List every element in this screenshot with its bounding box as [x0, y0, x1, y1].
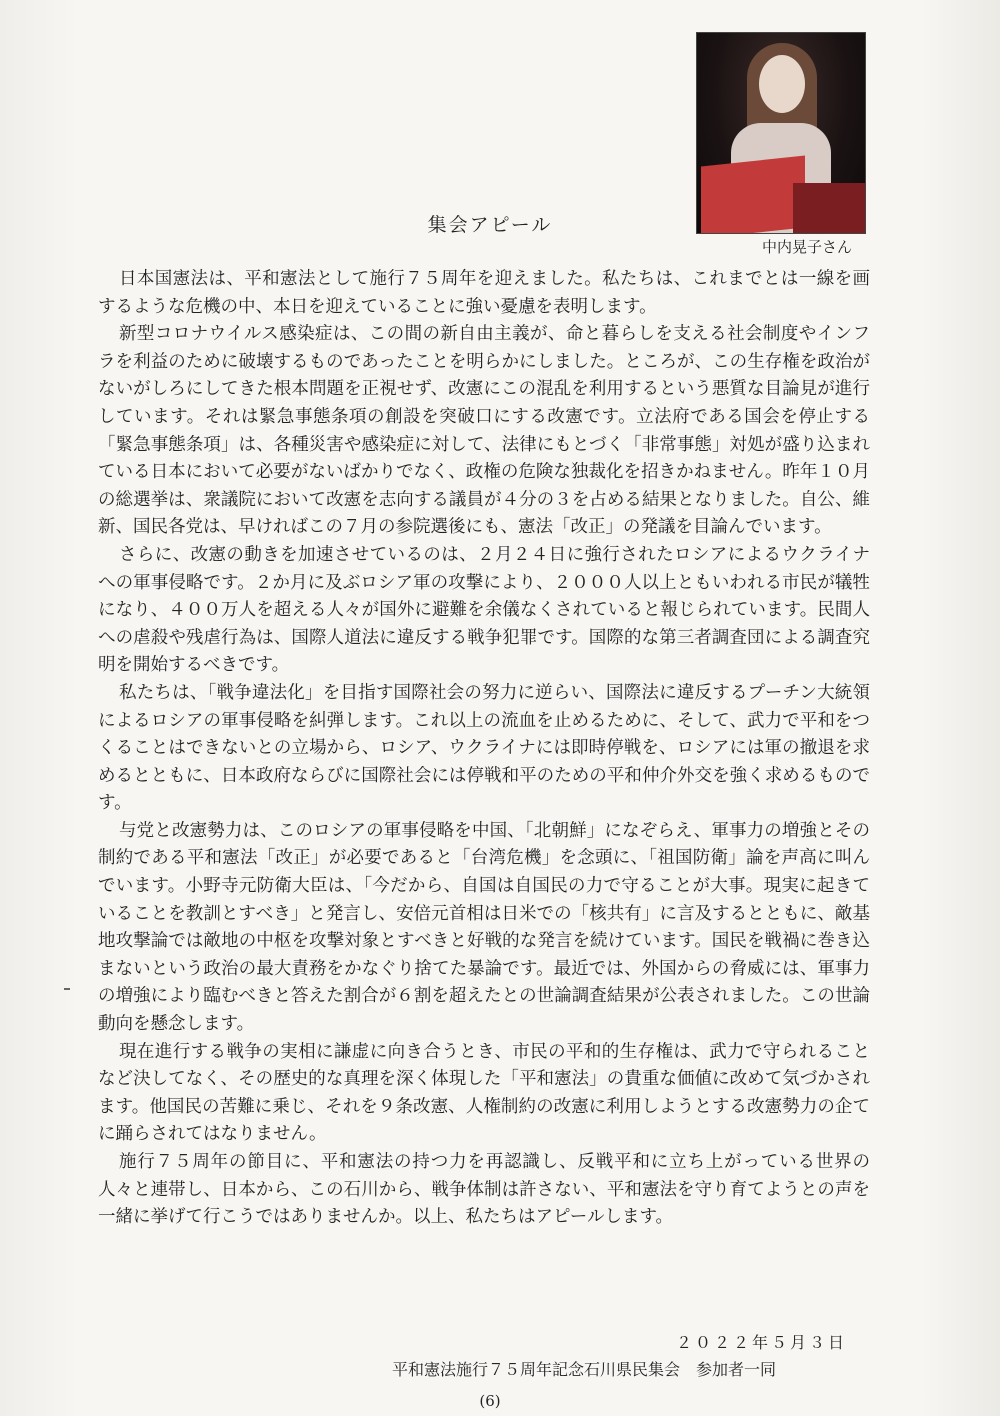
photo-caption: 中内晃子さん: [762, 238, 853, 256]
page-title: 集会アピール: [427, 214, 553, 236]
margin-mark: [64, 988, 70, 990]
paragraph: 現在進行する戦争の実相に謙虚に向き合うとき、市民の平和的生存権は、武力で守られることなど決してなく、その歴史的な真理を深く体現した「平和憲法」の貴重な価値に改めて気づかされます。他国民の苦難に乗じ、それを９条改憲、人権制約の改憲に利用しようとする改憲勢力の企てに踊らされてはなりません。: [98, 1041, 870, 1145]
paragraph: 私たちは、「戦争違法化」を目指す国際社会の努力に逆らい、国際法に違反するプーチン大統領によるロシアの軍事侵略を糾弾します。これ以上の流血を止めるために、そして、武力で平和をつくることはできないとの立場から、ロシア、ウクライナには即時停戦を、ロシアには軍の撤退を求めるとともに、日本政府ならびに国際社会には停戦和平のための平和仲介外交を強く求めるものです。: [98, 682, 870, 814]
paragraph: 施行７５周年の節目に、平和憲法の持つ力を再認識し、反戦平和に立ち上がっている世界の人々と連帯し、日本から、この石川から、戦争体制は許さない、平和憲法を守り育てようとの声を一緒に挙げて行こうではありませんか。以上、私たちはアピールします。: [98, 1152, 870, 1228]
appeal-body: [98, 266, 870, 1232]
paragraph: 日本国憲法は、平和憲法として施行７５周年を迎えました。私たちは、これまでとは一線を画するような危機の中、本日を迎えていることに強い憂慮を表明します。: [98, 269, 870, 317]
speaker-photo: [696, 32, 866, 234]
appeal-signature: 平和憲法施行７５周年記念石川県民集会 参加者一同: [392, 1360, 777, 1379]
paragraph: 新型コロナウイルス感染症は、この間の新自由主義が、命と暮らしを支える社会制度やインフラを利益のために破壊するものであったことを明らかにしました。ところが、この生存権を政治がないがしろにしてきた根本問題を正視せず、改憲にこの混乱を利用するという悪質な目論見が進行しています。それは緊急事態条項の創設を突破口にする改憲です。立法府である国会を停止する「緊急事態条項」は、各種災害や感染症に対して、法律にもとづく「非常事態」対処が盛り込まれている日本において必要がないばかりでなく、政権の危険な独裁化を招きかねません。昨年１０月の総選挙は、衆議院において改憲を志向する議員が４分の３を占める結果となりました。自公、維新、国民各党は、早ければこの７月の参院選後にも、憲法「改正」の発議を目論んでいます。: [98, 324, 870, 538]
page-number: (6): [479, 1392, 501, 1410]
photo-face: [759, 55, 805, 113]
paragraph: さらに、改憲の動きを加速させているのは、２月２４日に強行されたロシアによるウクライナへの軍事侵略です。２か月に及ぶロシア軍の攻撃により、２０００人以上ともいわれる市民が犠牲になり、４００万人を超える人々が国外に避難を余儀なくされていると報じられています。民間人への虐殺や残虐行為は、国際人道法に違反する戦争犯罪です。国際的な第三者調査団による調査究明を開始するべきです。: [98, 544, 870, 676]
appeal-date: ２０２２年５月３日: [676, 1333, 848, 1352]
paragraph: 与党と改憲勢力は、このロシアの軍事侵略を中国、「北朝鮮」になぞらえ、軍事力の増強とその制約である平和憲法「改正」が必要であると「台湾危機」を念頭に、「祖国防衛」論を声高に叫んでいます。小野寺元防衛大臣は、「今だから、自国は自国民の力で守ることが大事。現実に起きていることを教訓とすべき」と発言し、安倍元首相は日米での「核共有」に言及するとともに、敵基地攻撃論では敵地の中枢を攻撃対象とすべきと好戦的な発言を続けています。国民を戦禍に巻き込まないという政治の最大責務をかなぐり捨てた暴論です。最近では、外国からの脅威には、軍事力の増強により臨むべきと答えた割合が６割を超えたとの世論調査結果が公表されました。この世論動向を懸念します。: [98, 820, 870, 1035]
